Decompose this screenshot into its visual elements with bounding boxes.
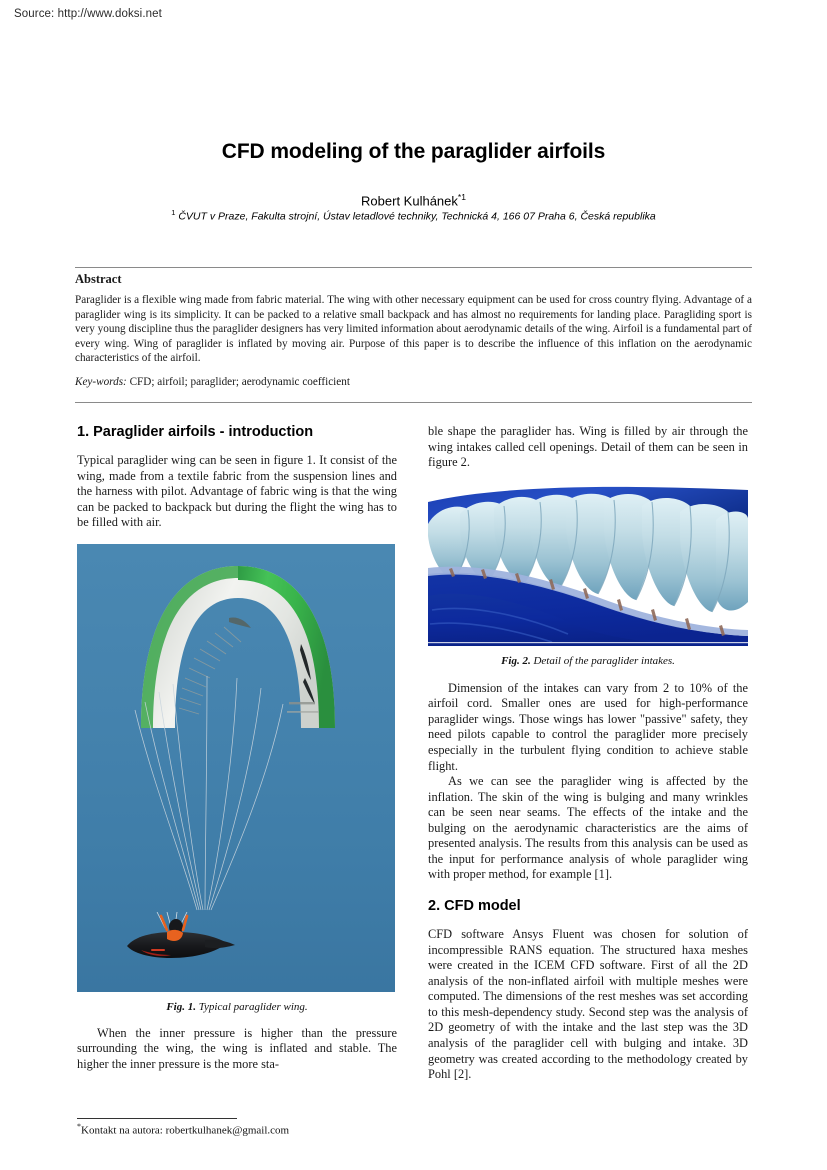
keywords-value: CFD; airfoil; paraglider; aerodynamic coefficient bbox=[129, 375, 350, 388]
footnote-text: Kontakt na autora: robertkulhanek@gmail.com bbox=[81, 1124, 290, 1137]
paper-title-text: CFD modeling of the paraglider airfoils bbox=[221, 140, 606, 163]
keywords-label: Key-words: bbox=[75, 375, 127, 388]
page-title bbox=[0, 140, 827, 164]
figure-2 bbox=[428, 484, 748, 667]
right-paragraph-4: CFD software Ansys Fluent was chosen for solution of incompressible RANS equation. The structured haxa meshes were created in the ICEM CFD software. First of all the 2D analysis of the non-inflated airfoil with multiple meshes were computed. The dimensions of the rest meshes was set according to this mesh-dependency study. Second step was the analysis of 2D geometry of with the intake and the last step was the 3D analysis of the paraglider cell with bulging and intake. 3D geometry was created according to the methodology created by Pohl [2]. bbox=[428, 927, 748, 1082]
affiliation-text: ČVUT v Praze, Fakulta strojní, Ústav letadlové techniky, Technická 4, 166 07 Praha 6, Česká republika bbox=[178, 210, 656, 223]
abstract-block bbox=[75, 272, 752, 388]
figure-1-number: Fig. 1. bbox=[166, 1000, 196, 1013]
figure-1-image bbox=[77, 544, 395, 992]
abstract-heading: Abstract bbox=[75, 272, 122, 286]
keywords-line bbox=[75, 376, 752, 388]
figure-1-caption bbox=[77, 1001, 397, 1013]
footnote bbox=[77, 1122, 407, 1137]
left-paragraph-2: When the inner pressure is higher than the pressure surrounding the wing, the wing is inflated and stable. The higher the inner pressure is the more sta- bbox=[77, 1025, 397, 1071]
affiliation-line bbox=[0, 208, 827, 223]
figure-2-caption-text: Detail of the paraglider intakes. bbox=[533, 654, 675, 667]
section-1-heading: 1. Paraglider airfoils - introduction bbox=[77, 424, 314, 440]
figure-2-number: Fig. 2. bbox=[501, 654, 531, 667]
footnote-rule bbox=[77, 1118, 237, 1119]
abstract-bottom-rule bbox=[75, 402, 752, 403]
affiliation-mark: 1 bbox=[171, 208, 176, 217]
abstract-text: Paraglider is a flexible wing made from fabric material. The wing with other necessary equipment can be used for cross country flying. Advantage of a paraglider wing is its simplicity. It can be packed to a relative small backpack and has almost no requirements for landing place. Paragliding sport is very young discipline thus the paraglider designers has very limited information about aerodynamic details of the wing. Airfoil is a fundamental part of every wing. Wing of paraglider is inflated by moving air. Purpose of this paper is to describe the influence of this inflation on the aerodynamic characteristics of the airfoil. bbox=[75, 294, 752, 365]
footnote-mark: * bbox=[77, 1122, 81, 1131]
left-column bbox=[77, 424, 397, 1073]
left-paragraph-1: Typical paraglider wing can be seen in figure 1. It consist of the wing, made from a textile fabric from the suspension lines and the harness with pilot. Advantage of fabric wing is that the wing can be packed to backpack but during the flight the wing has to be filled with air. bbox=[77, 453, 397, 530]
author-line bbox=[0, 192, 827, 208]
right-column bbox=[428, 424, 748, 1083]
author-marks: *1 bbox=[457, 192, 466, 202]
source-watermark: Source: http://www.doksi.net bbox=[14, 8, 162, 20]
right-paragraph-1: ble shape the paraglider has. Wing is filled by air through the wing intakes called cell openings. Detail of them can be seen in figure 2. bbox=[428, 424, 748, 470]
section-2-heading: 2. CFD model bbox=[428, 898, 521, 914]
abstract-top-rule bbox=[75, 267, 752, 268]
author-name: Robert Kulhánek bbox=[361, 193, 458, 209]
figure-1 bbox=[77, 544, 397, 1013]
pilot-harness bbox=[119, 912, 239, 972]
figure-1-caption-text: Typical paraglider wing. bbox=[198, 1000, 308, 1013]
figure-2-image bbox=[428, 484, 748, 646]
suspension-lines bbox=[133, 674, 343, 924]
right-paragraph-3: As we can see the paraglider wing is affected by the inflation. The skin of the wing is bulging and many wrinkles can be seen near seams. The effects of the intake and the bulging on the aerodynamic characteristics are the aims of presented analysis. The results from this analysis can be used as the input for performance analysis of whole paraglider wing with proper method, for example [1]. bbox=[428, 774, 748, 882]
figure-2-caption bbox=[428, 655, 748, 667]
right-paragraph-2: Dimension of the intakes can vary from 2 to 10% of the airfoil cord. Smaller ones are used for high-performance paraglider wings. Those wings has lower "passive" safety, they need pilots capable to control the paraglider more precisely especially in the turbulent flying condition to achieve stable flight. bbox=[428, 680, 748, 773]
